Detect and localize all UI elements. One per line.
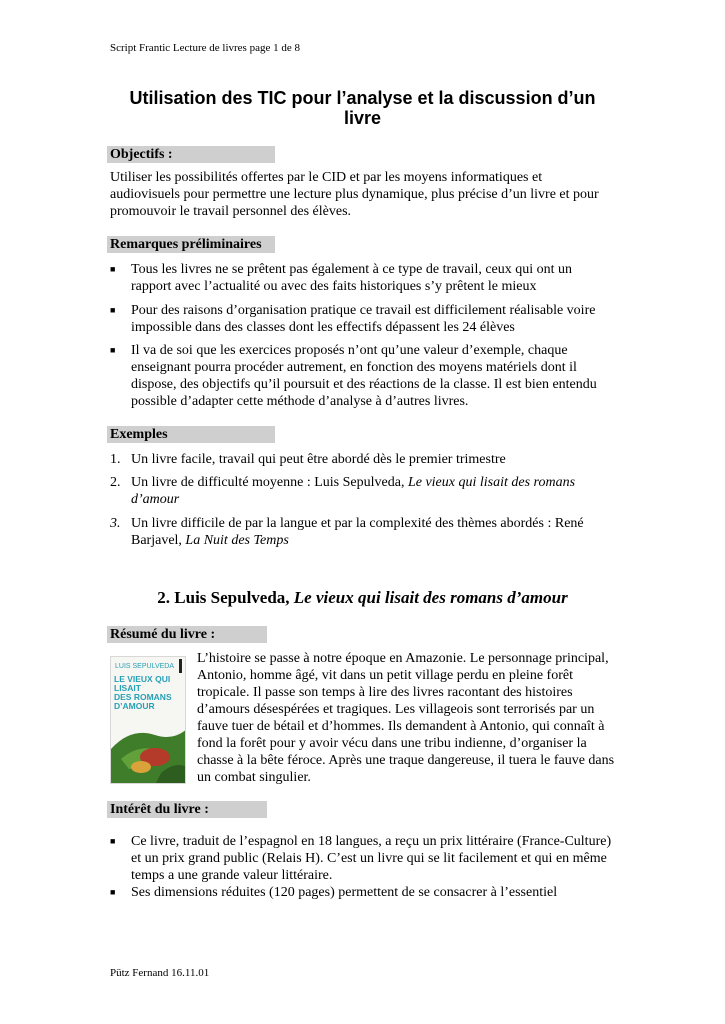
- heading-objectifs: Objectifs :: [107, 146, 275, 163]
- heading-remarques: Remarques préliminaires: [107, 236, 275, 253]
- section-2-book-title: Le vieux qui lisait des romans d’amour: [293, 588, 568, 607]
- heading-interet: Intérêt du livre :: [107, 801, 267, 818]
- exemple-item: [110, 515, 615, 549]
- cover-author: LUIS SEPULVEDA: [115, 663, 175, 670]
- exemple-text: Un livre facile, travail qui peut être abordé dès le premier trimestre: [131, 452, 506, 467]
- exemple-text: Un livre de difficulté moyenne : Luis Sepulveda, Le vieux qui lisait des romans d’amour: [131, 475, 576, 507]
- exemple-number: 2.: [110, 475, 121, 490]
- interet-text: Ses dimensions réduites (120 pages) permettent de se consacrer à l’essentiel: [131, 885, 558, 900]
- book-title: Le vieux qui lisait des romans d’amour: [131, 475, 576, 507]
- section-2-title: 2. Luis Sepulveda, Le vieux qui lisait des romans d’amour: [157, 588, 568, 607]
- cover-title-line: DES ROMANS: [114, 692, 172, 702]
- remarque-item: [110, 342, 615, 410]
- bullet-square-icon: ■: [110, 345, 116, 355]
- cover-title-line: D’AMOUR: [114, 701, 155, 711]
- heading-resume: Résumé du livre :: [107, 626, 267, 643]
- exemple-number: 3.: [110, 516, 121, 531]
- book-cover-image: [110, 656, 186, 784]
- document-title: Utilisation des TIC pour l’analyse et la discussion d’un livre: [129, 88, 596, 128]
- cover-title-line: LE VIEUX QUI: [114, 674, 171, 684]
- bullet-square-icon: ■: [110, 305, 116, 315]
- bullet-square-icon: ■: [110, 836, 116, 846]
- interet-text: Ce livre, traduit de l’espagnol en 18 langues, a reçu un prix littéraire (France-Culture) et un prix grand public (Relais H). C’est un livre qui se lit facilement et qui en même temps a une grande valeur littéraire.: [131, 834, 612, 883]
- remarque-text: Il va de soi que les exercices proposés n’ont qu’une valeur d’exemple, chaque enseignant pourra procéder autrement, en fonction des moyens matériels dont il dispose, des objectifs qu’il poursuit et des réactions de la classe. Il est bien entendu possible d’adapter cette méthode d’analyse à d’autres livres.: [131, 343, 597, 409]
- remarque-item: [110, 302, 615, 336]
- exemple-item: [110, 451, 615, 468]
- objectifs-text: Utiliser les possibilités offertes par le CID et par les moyens informatiques et audiovisuels pour permettre une lecture plus dynamique, plus précise d’un livre et pour promouvoir le travail personnel des élèves.: [110, 170, 599, 219]
- bullet-square-icon: ■: [110, 887, 116, 897]
- page-footer: Pütz Fernand 16.11.01: [110, 967, 210, 979]
- exemple-item: [110, 474, 615, 508]
- exemple-text: Un livre difficile de par la langue et par la complexité des thèmes abordés : René Barjavel, La Nuit des Temps: [131, 516, 584, 548]
- book-cover-illustration: [111, 657, 186, 784]
- interet-item: [110, 884, 615, 901]
- heading-exemples: Exemples: [107, 426, 275, 443]
- resume-text: L’histoire se passe à notre époque en Amazonie. Le personnage principal, Antonio, homme âgé, vit dans un petit village perdu en pleine forêt tropicale. Il passe son temps à lire des livres racontant des histoires d’amours désespérées et tragiques. Les villageois sont terrorisés par un fauve tuer de bétail et d’hommes. Ils demandent à Antonio, qui connaît à fond la forêt pour y avoir vécu dans une tribu indienne, d’organiser la chasse à la bête féroce. Après une traque dangereuse, il tuera le fauve dans un combat singulier.: [197, 651, 615, 785]
- page-header: Script Frantic Lecture de livres page 1 de 8: [110, 42, 300, 54]
- remarque-text: Pour des raisons d’organisation pratique ce travail est difficilement réalisable voire impossible dans des classes dont les effectifs dépassent les 24 élèves: [131, 303, 596, 335]
- bullet-square-icon: ■: [110, 264, 116, 274]
- remarque-item: [110, 261, 615, 295]
- book-title: La Nuit des Temps: [185, 533, 289, 548]
- cover-title-line: LISAIT: [114, 683, 141, 693]
- interet-item: [110, 833, 615, 884]
- remarque-text: Tous les livres ne se prêtent pas également à ce type de travail, ceux qui ont un rapport avec l’actualité ou avec des faits historiques s’y prêtent le mieux: [131, 262, 573, 294]
- exemple-number: 1.: [110, 452, 121, 467]
